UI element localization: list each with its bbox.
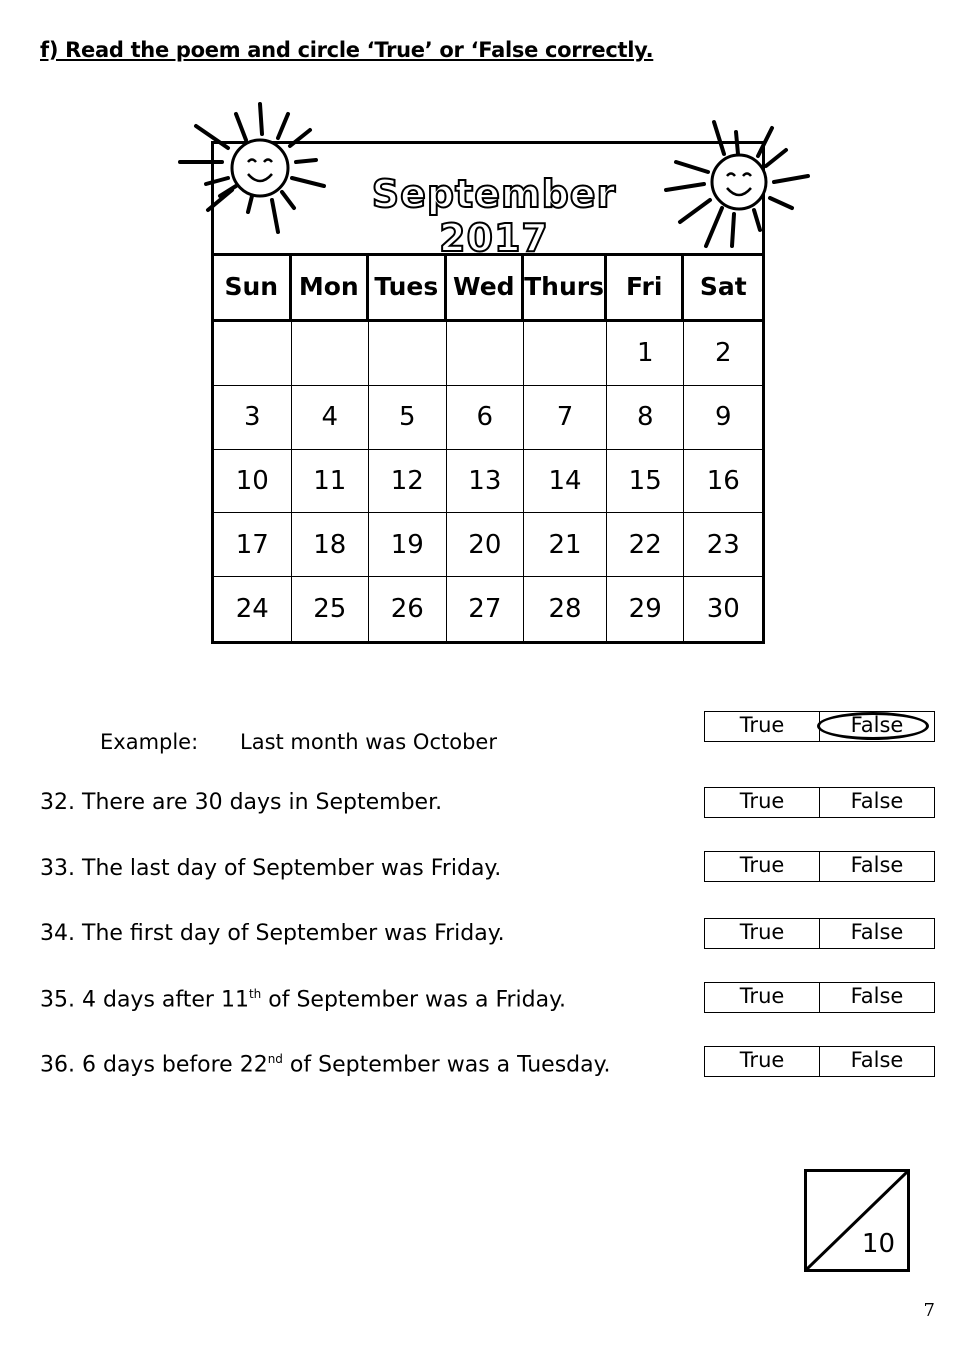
calendar-day-cell: 25 [292,577,370,641]
calendar-day-cell: 8 [607,386,685,450]
calendar-day-cell: 28 [524,577,607,641]
day-header-thurs: Thurs [524,253,607,322]
example-false-option[interactable] [820,712,934,741]
question-text [40,1052,611,1077]
day-header-wed: Wed [447,253,525,322]
calendar-day-cell: 23 [684,513,762,577]
calendar-day-cell: 9 [684,386,762,450]
question-statement: 4 days after 11 [82,987,249,1013]
question-statement: 6 days before 22 [82,1052,268,1078]
calendar-day-cell: 15 [607,450,685,514]
question-text [40,856,501,881]
calendar-day-cell: 29 [607,577,685,641]
page-number: 7 [923,1300,935,1321]
sun-icon-left [178,100,328,240]
day-header-mon: Mon [292,253,370,322]
day-header-sat: Sat [684,253,762,322]
question-text [40,790,442,815]
question-text [40,921,505,946]
ordinal-suffix: nd [267,1052,283,1066]
question-number: 33. [40,856,75,881]
calendar-day-cell: 16 [684,450,762,514]
false-option[interactable]: False [850,853,904,877]
sun-icon-right [662,118,812,250]
false-option[interactable]: False [850,920,904,944]
question-statement: The first day of September was Friday. [82,921,505,946]
calendar-day-cell: 1 [607,322,685,386]
calendar-day-cell: 11 [292,450,370,514]
instruction-heading: f) Read the poem and circle ‘True’ or ‘False correctly. [40,38,654,62]
calendar-day-cell: 26 [369,577,447,641]
question-number: 36. [40,1052,75,1078]
calendar-title: September 2017 [371,172,617,260]
question-statement-end: of September was a Friday. [261,987,566,1013]
calendar-day-cell [524,322,607,386]
true-option[interactable]: True [705,788,820,817]
calendar-day-cell [292,322,370,386]
false-option[interactable]: False [850,1048,904,1072]
calendar-day-cell [214,322,292,386]
calendar-day-cell: 30 [706,594,740,625]
calendar-day-cell: 12 [369,450,447,514]
answer-box [704,918,935,949]
calendar-day-cell: 27 [447,577,525,641]
calendar-day-cell: 4 [292,386,370,450]
calendar-day-cell [369,322,447,386]
calendar-day-cell [447,322,525,386]
true-option[interactable]: True [705,983,820,1012]
score-total: 10 [861,1229,895,1259]
false-option[interactable]: False [850,984,904,1008]
example-label: Example: [100,730,199,754]
day-header-sun: Sun [214,253,292,322]
question-number: 35. [40,987,75,1013]
answer-box [704,982,935,1013]
example-true-option[interactable]: True [705,712,820,741]
calendar-day-cell: 7 [524,386,607,450]
calendar-day-cell: 5 [369,386,447,450]
true-option[interactable]: True [705,919,820,948]
answer-box [704,1046,935,1077]
question-text [40,987,566,1012]
question-statement: The last day of September was Friday. [82,856,502,881]
calendar-day-cell: 14 [524,450,607,514]
calendar-day-cell: 20 [447,513,525,577]
day-header-tues: Tues [369,253,447,322]
calendar-day-cell: 19 [369,513,447,577]
ordinal-suffix: th [248,987,262,1001]
question-statement: There are 30 days in September. [82,790,443,815]
true-option[interactable]: True [705,852,820,881]
score-box [804,1169,910,1272]
example-answer-box [704,711,935,742]
calendar-day-cell: 22 [607,513,685,577]
false-option[interactable]: False [850,789,904,813]
example-false-label: False [850,713,904,737]
calendar-grid [214,253,762,641]
true-option[interactable]: True [705,1047,820,1076]
answer-box [704,787,935,818]
question-number: 32. [40,790,75,815]
calendar-day-cell: 3 [214,386,292,450]
calendar-day-cell: 6 [447,386,525,450]
question-statement-end: of September was a Tuesday. [282,1052,611,1078]
calendar-day-cell: 2 [684,322,762,386]
question-number: 34. [40,921,75,946]
calendar-day-cell: 13 [447,450,525,514]
calendar-day-cell: 21 [524,513,607,577]
calendar-day-cell: 24 [214,577,292,641]
calendar-day-cell: 10 [214,450,292,514]
calendar-day-cell: 18 [292,513,370,577]
answer-box [704,851,935,882]
calendar-day-cell: 17 [214,513,292,577]
day-header-fri: Fri [607,253,685,322]
example-text: Last month was October [240,730,497,754]
